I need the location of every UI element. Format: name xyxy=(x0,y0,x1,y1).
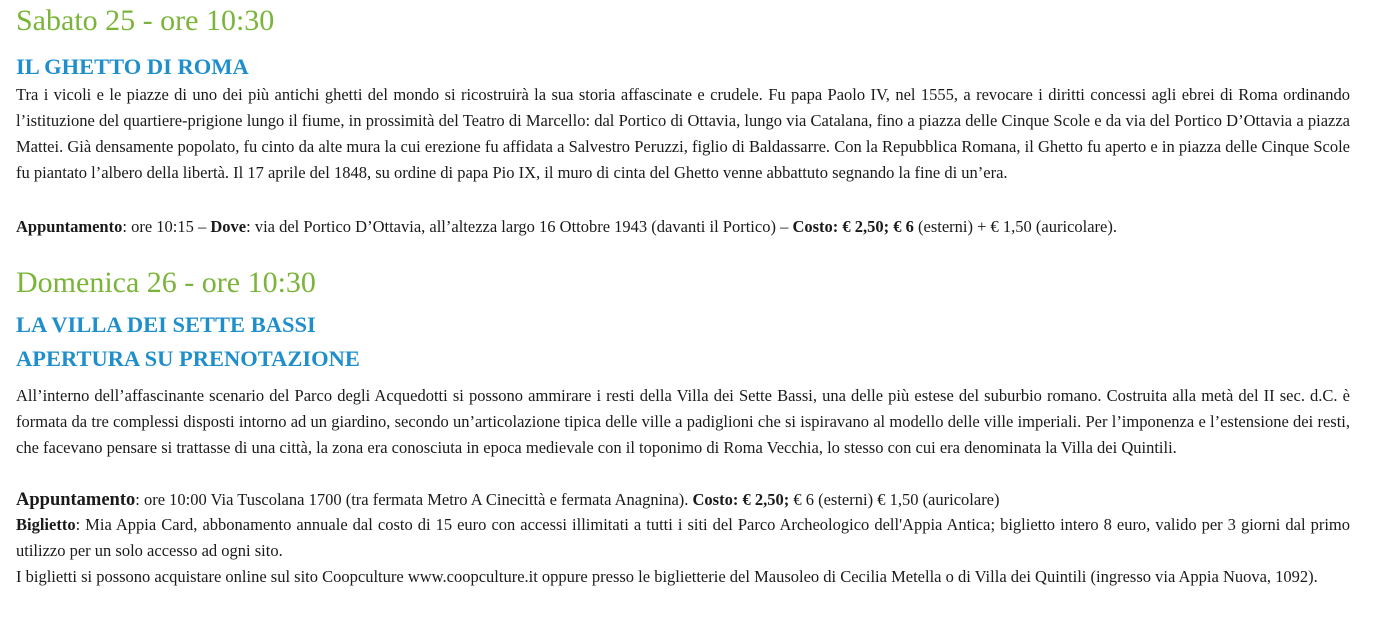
cost-text: (esterni) + € 1,50 (auricolare). xyxy=(913,217,1117,236)
ticket-text: : Mia Appia Card, abbonamento annuale dal costo di 15 euro con accessi illimitati a tutti i siti del Parco Archeologico dell'Appia Antica; biglietto intero 8 euro, valido per 3 giorni dal primo utilizzo per un solo accesso ad ogni sito. xyxy=(16,515,1350,560)
event-date: Domenica 26 - ore 10:30 xyxy=(16,266,316,299)
event-purchase: I biglietti si possono acquistare online sul sito Coopculture www.coopculture.it oppure presso le biglietterie del Mausoleo di Cecilia Metella o di Villa dei Quintili (ingresso via Appia Nuova, 1092). xyxy=(16,567,1318,586)
cost-label: Costo: xyxy=(692,490,739,509)
where-text: : via del Portico D’Ottavia, all’altezza largo 16 Ottobre 1943 (davanti il Portico) – xyxy=(246,217,793,236)
event-title: IL GHETTO DI ROMA xyxy=(16,54,249,79)
ticket-label: Biglietto xyxy=(16,515,76,534)
appointment-label: Appuntamento xyxy=(16,490,136,510)
event-appointment xyxy=(16,214,1350,240)
cost-label: Costo: xyxy=(792,217,839,236)
event-appointment xyxy=(16,487,1350,513)
appointment-label: Appuntamento xyxy=(16,217,123,236)
event-date: Sabato 25 - ore 10:30 xyxy=(16,4,275,37)
cost-price-1: € 2,50; xyxy=(742,490,790,509)
event-domenica xyxy=(16,266,1350,374)
appointment-text: : ore 10:15 – xyxy=(122,217,211,236)
event-title: LA VILLA DEI SETTE BASSI xyxy=(16,312,316,337)
event-description: Tra i vicoli e le piazze di uno dei più antichi ghetti del mondo si ricostruirà la sua storia affascinate e crudele. Fu papa Paolo IV, nel 1555, a revocare i diritti concessi agli ebrei di Roma ordinando l’istituzione del quartiere-prigione lungo il fiume, in prossimità del Teatro di Marcello: dal Portico di Ottavia, lungo via Catalana, fino a piazza delle Cinque Scole e da via del Portico D’Ottavia a piazza Mattei. Già densamente popolato, fu cinto da alte mura la cui erezione fu affidata a Salvestro Peruzzi, figlio di Baldassarre. Con la Repubblica Romana, il Ghetto fu aperto e in piazza delle Cinque Scole fu piantato l’albero della libertà. Il 17 aprile del 1848, su ordine di papa Pio IX, il muro di cinta del Ghetto venne abbattuto segnando la fine di un’era. xyxy=(16,85,1350,182)
event-sabato xyxy=(16,4,1350,82)
cost-text: € 6 (esterni) € 1,50 (auricolare) xyxy=(789,490,1000,509)
where-label: Dove xyxy=(210,217,247,236)
appointment-text: : ore 10:00 Via Tuscolana 1700 (tra fermata Metro A Cinecittà e fermata Anagnina). xyxy=(135,490,693,509)
event-subtitle: APERTURA SU PRENOTAZIONE xyxy=(16,346,360,371)
event-ticket xyxy=(16,512,1350,564)
event-description: All’interno dell’affascinante scenario del Parco degli Acquedotti si possono ammirare i resti della Villa dei Sette Bassi, una delle più estese del suburbio romano. Costruita alla metà del II sec. d.C. è formata da tre complessi disposti intorno ad un giardino, secondo un’articolazione tipica delle ville a padiglioni che si ispiravano al modello delle ville imperiali. Per l’imponenza e l’estensione dei resti, che facevano pensare si trattasse di una città, la zona era conosciuta in epoca medievale con il toponimo di Roma Vecchia, lo stesso con cui era denominata la Villa dei Quintili. xyxy=(16,386,1350,457)
cost-price-1: € 2,50; xyxy=(842,217,890,236)
cost-price-2: € 6 xyxy=(893,217,914,236)
